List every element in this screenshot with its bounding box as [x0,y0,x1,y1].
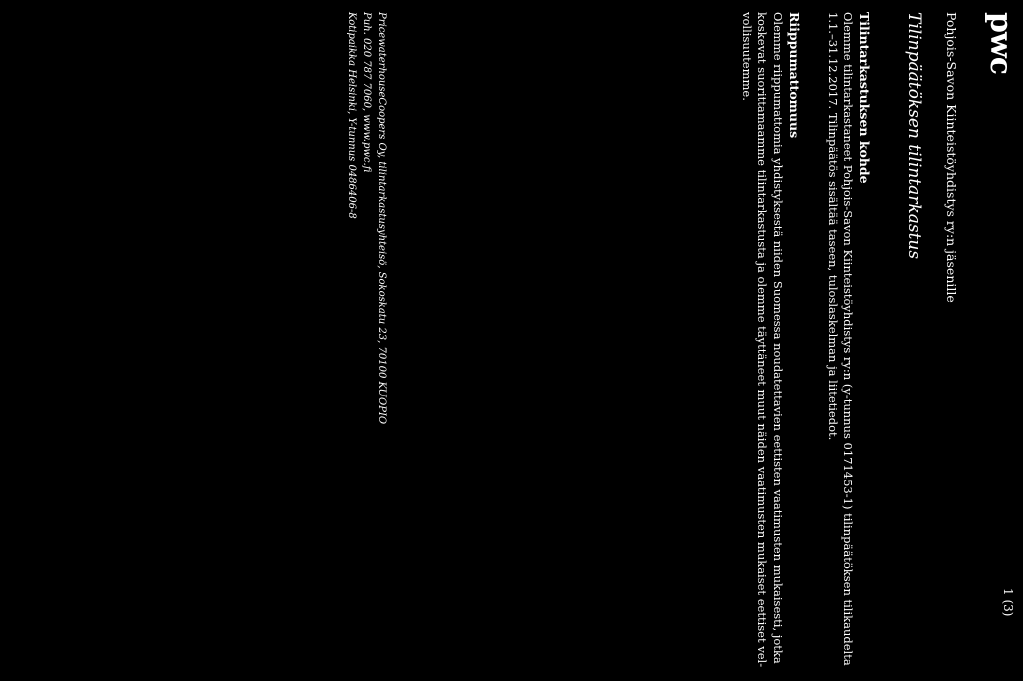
footer-registration: Kotipaikka Helsinki, Y-tunnus 0486406-8 [346,12,357,219]
pwc-logo [975,12,1018,82]
section-body-line: Olemme riippumattomia yhdistyksestä niiden Suomessa noudatettavien eettisten vaatimusten mukaisesti, jotka [771,12,785,664]
section-body-line: koskevat suorittamaamme tilintarkastusta ja olemme täyttäneet muut näiden vaatimusten mukaiset eettiset vel- [755,12,769,668]
pwc-logo-text: pwc [983,12,1018,75]
section-body-line: vollisuutemme. [740,12,754,101]
footer-company-address: PricewaterhouseCoopers Oy, tilintarkastusyhteisö, Sokoskatu 23, 70100 KUOPIO [376,12,387,425]
section-heading-audit-subject: Tilintarkastuksen kohde [857,12,872,184]
section-body-line: 1.1.–31.12.2017. Tilinpäätös sisältää taseen, tuloslaskelman ja liitetiedot. [826,12,840,441]
section-body-line: Olemme tilintarkastaneet Pohjois-Savon Kiinteistöyhdistys ry:n (y-tunnus 0171453-1) tilinpäätöksen tilikaudelta [841,12,855,666]
footer-contact: Puh. 020 787 7060, www.pwc.fi [361,12,372,173]
page-number: 1 (3) [1001,588,1015,617]
document-title: Tilinpäätöksen tilintarkastus [904,12,924,260]
section-heading-independence: Riippumattomuus [787,12,802,139]
recipient-line: Pohjois-Savon Kiinteistöyhdistys ry:n jäsenille [944,12,959,303]
